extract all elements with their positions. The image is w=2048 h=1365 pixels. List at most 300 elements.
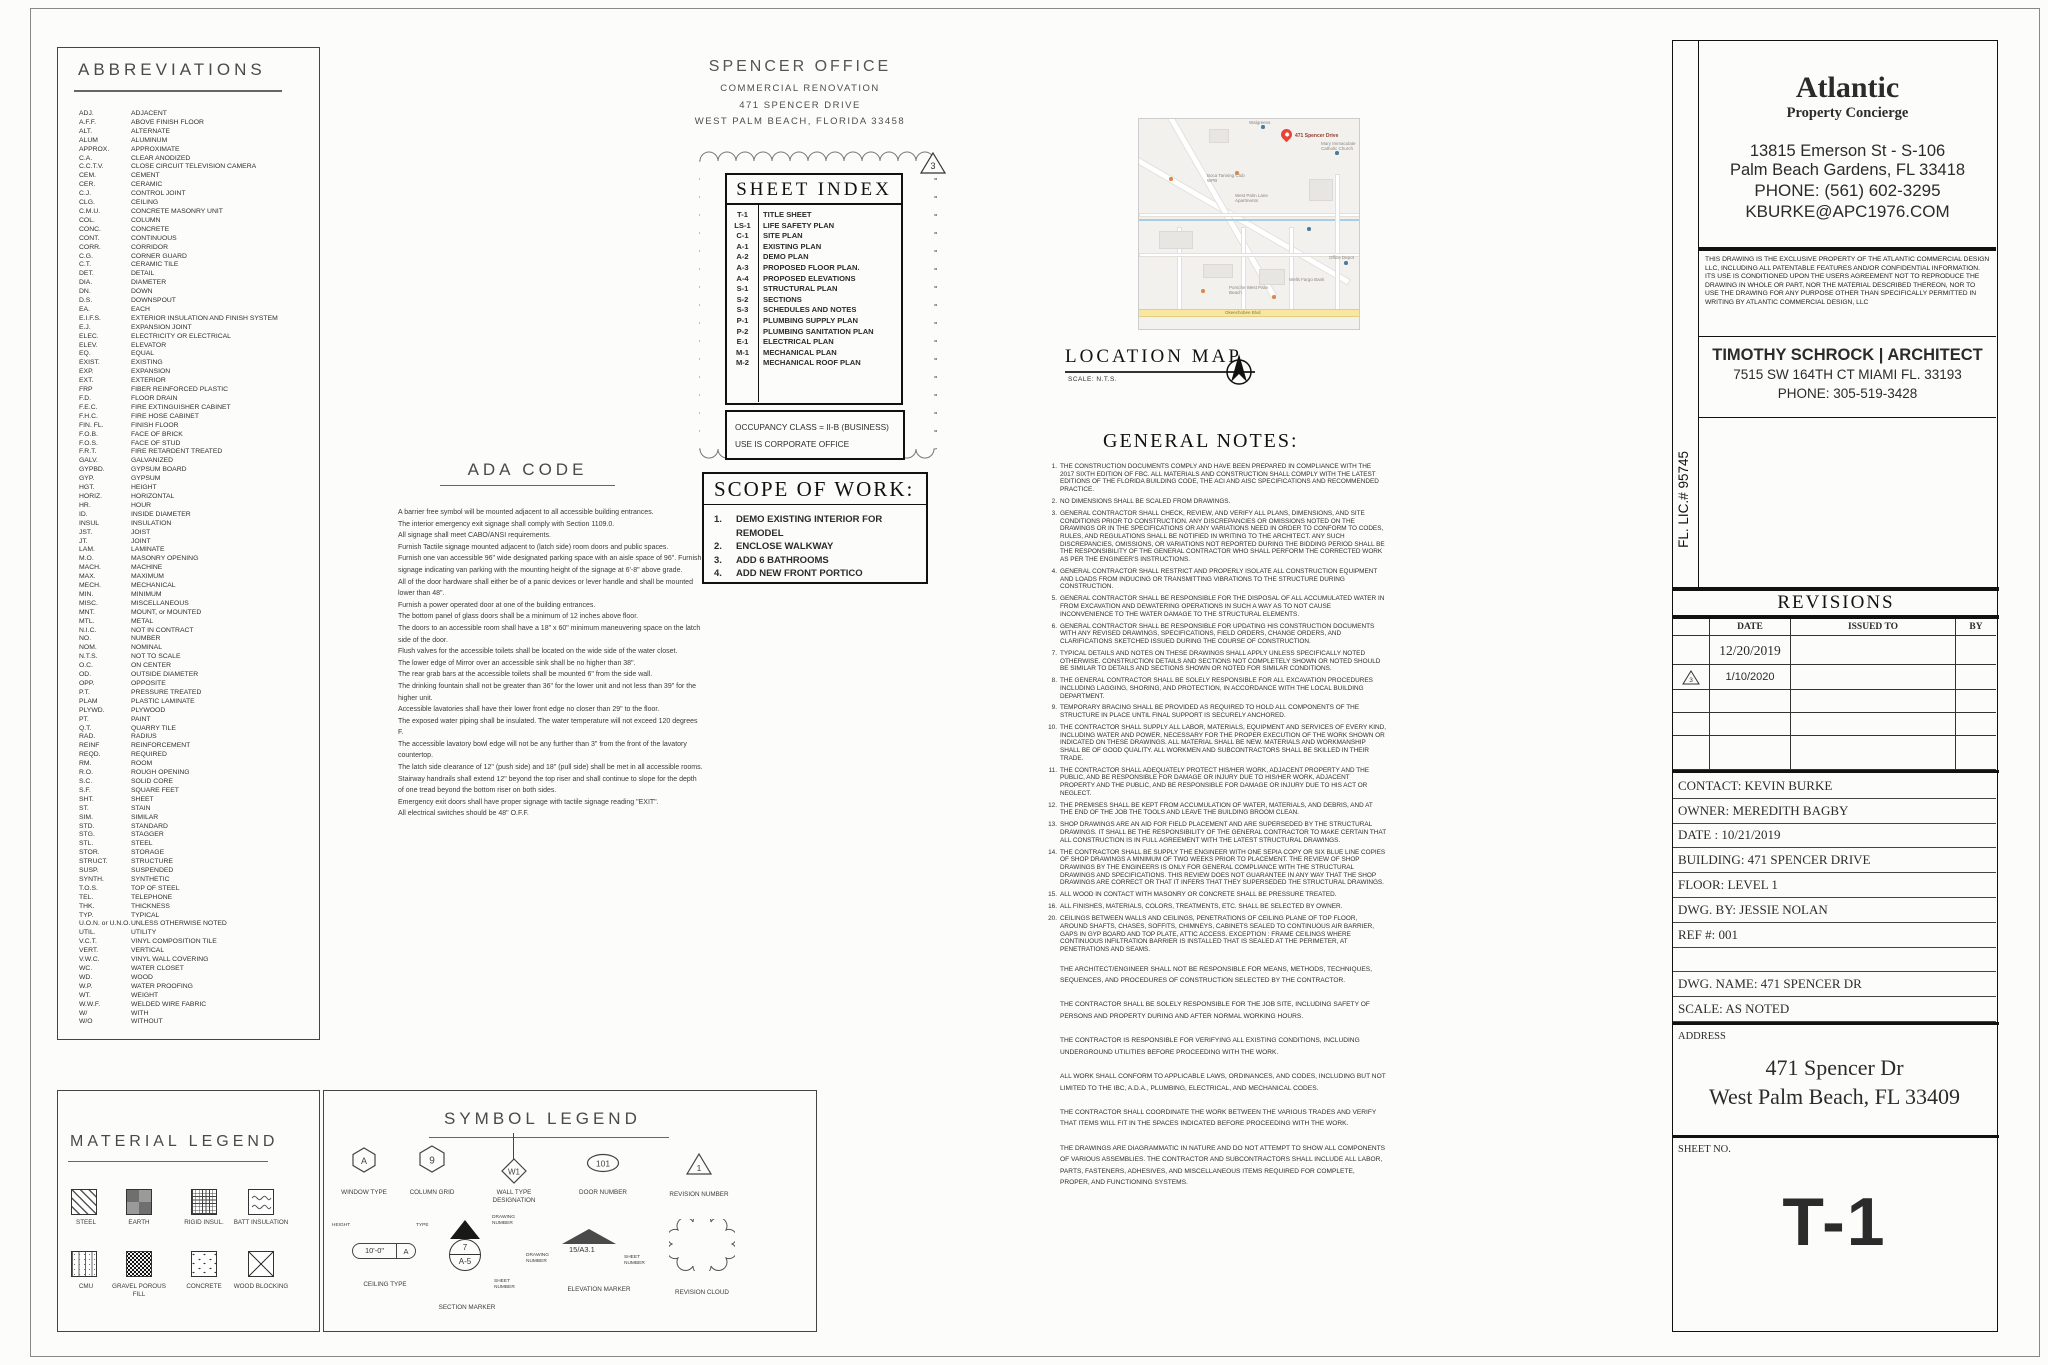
map-label: Office Depot (1329, 255, 1354, 260)
abbreviation-row: SIM. SIMILAR (79, 813, 159, 821)
revision-row-empty (1673, 736, 1996, 770)
ada-paragraph: Accessible lavatories shall have their lower front edge no closer than 29" to the floor. (398, 706, 660, 714)
abbreviation-row: WC. WATER CLOSET (79, 965, 184, 972)
general-note: 16. ALL FINISHES, MATERIALS, COLORS, TREATMENTS, ETC. SHALL BE SELECTED BY OWNER. (1048, 903, 1343, 911)
ceiling-type-symbol: 10'-0" A (352, 1243, 416, 1259)
abbreviation-row: O.C. ON CENTER (79, 662, 172, 670)
map-road-vertical-2 (1241, 227, 1246, 313)
abbreviation-row: EXIST. EXISTING (79, 359, 163, 367)
architect-phone: PHONE: 305-519-3428 (1777, 386, 1918, 401)
abbreviation-row: CER. CERAMIC (79, 181, 163, 189)
abbreviation-row: E.I.F.S. EXTERIOR INSULATION AND FINISH SYSTEM (79, 314, 278, 322)
firm-address-1: 13815 Emerson St - S-106 (1749, 142, 1946, 160)
abbreviation-row: ADJ. ADJACENT (79, 110, 167, 117)
general-note-paragraph: THE ARCHITECT/ENGINEER SHALL NOT BE RESPONSIBLE FOR MEANS, METHODS, TECHNIQUES, SEQUENCES, AND PROCEDURES OF CONSTRUCTION SELECTED BY THE CONTRACTOR. (1060, 965, 1373, 985)
abbreviation-row: INSUL INSULATION (79, 519, 172, 527)
sheet-index-row: S-1 STRUCTURAL PLAN (736, 284, 838, 294)
info-row: DWG. BY: JESSIE NOLAN (1673, 898, 1996, 923)
map-label: Boca Tanning Club WPB (1207, 173, 1245, 184)
general-note-paragraph: THE DRAWINGS ARE DIAGRAMMATIC IN NATURE AND DO NOT ATTEMPT TO SHOW ALL COMPONENTS OF VARIOUS ASSEMBLIES. THE CONTRACTOR AND SUBCONTRACTORS SHALL INCLUDE ALL LABOR, PARTS, FASTENERS, ADHESIVES, AND MISCELLANEOUS ITEMS REQUIRED FOR COMPLETE, PROPER, AND FUNCTIONING SYSTEMS. (1060, 1144, 1386, 1186)
abbreviation-row: CONT. CONTINUOUS (79, 234, 177, 242)
map-building (1159, 231, 1193, 249)
general-note: 7. TYPICAL DETAILS AND NOTES ON THESE DRAWINGS SHALL APPLY UNLESS SPECIFICALLY NOTED OTHERWISE. CONSTRUCTION DETAILS AND SECTIONS NOT COMPLETELY SHOWN OR NOTED SHOULD BE SIMILAR TO DETAILS AND SECTIONS SHOWN OR NOTED FOR SIMILAR CONDITIONS. (1051, 649, 1381, 673)
abbreviation-row: APPROX. APPROXIMATE (79, 145, 180, 153)
abbreviation-row: S.C. SOLID CORE (79, 777, 173, 785)
abbreviation-row: C.C.T.V. CLOSE CIRCUIT TELEVISION CAMERA (79, 163, 257, 171)
revision-triangle-icon (1682, 670, 1700, 685)
abbreviation-row: FRP FIBER REINFORCED PLASTIC (79, 386, 229, 394)
ada-paragraph: The drinking fountain shall not be greater than 36" for the lower unit and not less than 39" for the higher unit. (398, 682, 696, 702)
abbreviation-row: WT. WEIGHT (79, 991, 159, 999)
ada-paragraph: All of the door hardware shall either be of a panic devices or lever handle and shall be mounted lower than 48". (398, 578, 693, 598)
occupancy-box (725, 410, 905, 460)
abbreviation-row: EA. EACH (79, 305, 150, 313)
abbreviation-row: W.P. WATER PROOFING (79, 982, 193, 990)
architect-block (1699, 337, 1996, 418)
info-row: SCALE: AS NOTED (1673, 997, 1996, 1022)
copyright-disclaimer: THIS DRAWING IS THE EXCLUSIVE PROPERTY OF THE ATLANTIC COMMERCIAL DESIGN LLC, INCLUDING ALL PATENTABLE FEATURES AND/OR CONFIDENTIAL INFORMATION. ITS USE IS CONDITIONED UPON THE USERS AGREEMENT NOT TO REPRODUCE THE DRAWING IN WHOLE OR PART, NOR THE MATERIAL DESCRIBED THEREON, NOR TO USE THE DRAWING FOR ANY PURPOSE OTHER THAN SPECIFICALLY PERMITTED IN WRITING BY ATLANTIC COMMERCIAL DESIGN, LLC (1699, 251, 1996, 337)
abbreviation-row: REINF REINFORCEMENT (79, 742, 191, 750)
abbreviation-row: EQ. EQUAL (79, 350, 155, 358)
sheet-index-row: C-1 SITE PLAN (736, 231, 803, 241)
column-grid-hexagon-icon (419, 1145, 445, 1173)
door-number-label: DOOR NUMBER (579, 1189, 627, 1196)
map-poi-dot (1307, 227, 1311, 231)
map-building (1309, 179, 1333, 201)
abbreviation-row: MIN. MINIMUM (79, 590, 162, 598)
abbreviation-row: UTIL. UTILITY (79, 929, 157, 937)
map-label: Wells Fargo Bank (1289, 277, 1325, 282)
scope-item: 2. ENCLOSE WALKWAY (714, 541, 834, 552)
abbreviation-row: CONC. CONCRETE (79, 225, 170, 233)
material-legend (57, 1090, 320, 1332)
sheet-index-divider (758, 205, 759, 402)
general-note: 20. CEILINGS BETWEEN WALLS AND CEILINGS, PENETRATIONS OF CEILING PLANE OF TOP FLOOR, AROUND SHAFTS, CHASES, SOFFITS, CHIMNEYS, CABINETS SEALED TO CONTINUOUS AIR BARRIER, GAPS IN GYP BOARD AND TOP PLATE, ATTIC ACCESS. EXCEPTION : FRAME CEILINGS WHERE CONTINUOUS INFILTRATION BARRIER IS INSTALLED THAT IS SEALED AT THE PERIMETER, AT PENETRATIONS AND SEAMS. (1048, 915, 1375, 953)
revisions-table (1673, 619, 1996, 770)
abbreviation-row: E.J. EXPANSION JOINT (79, 323, 192, 331)
abbreviation-row: STOR. STORAGE (79, 849, 165, 857)
wall-type-label: WALL TYPE DESIGNATION (492, 1189, 536, 1204)
wood-blocking-swatch (248, 1251, 274, 1277)
abbreviation-row: REQD. REQUIRED (79, 751, 167, 759)
revision-date: 1/10/2020 (1710, 665, 1791, 689)
firm-block (1699, 41, 1996, 251)
scope-title: SCOPE OF WORK: (704, 474, 926, 505)
general-note: 12. THE PREMISES SHALL BE KEPT FROM ACCUMULATION OF WATER, MATERIALS, AND DEBRIS, AND AT THE END OF THE JOB THE TOOLS AND LEAVE THE BUILDING BROOM CLEAN. (1048, 801, 1373, 817)
abbreviation-row: HORIZ. HORIZONTAL (79, 492, 175, 500)
divider-bar (1673, 770, 1999, 773)
address-line-1: 471 Spencer Dr (1765, 1055, 1904, 1080)
ada-paragraph: The doors to an accessible room shall have a 18" x 60" minimum maneuvering space on the latch side of the door. (398, 624, 701, 644)
svg-text:3: 3 (1689, 676, 1693, 684)
abbreviation-row: SUSP. SUSPENDED (79, 867, 174, 875)
rigid-insul-label: RIGID INSUL. (184, 1219, 224, 1226)
abbreviation-row: OD. OUTSIDE DIAMETER (79, 671, 199, 679)
general-note: 11. THE CONTRACTOR SHALL ADEQUATELY PROTECT HIS/HER WORK, ADJACENT PROPERTY AND THE PUBLIC, AND BE RESPONSIBLE FOR DAMAGE OR INJURY DUE TO HIS/HER WORK, ADJACENT PROPERTY AND THE PUBLIC, AND BE RESPONSIBLE FOR DAMAGE OR INJURY DUE TO HIS ACT OR NEGLECT. (1048, 766, 1370, 797)
sheet-index-title: SHEET INDEX (727, 175, 901, 205)
section-marker-label: SECTION MARKER (438, 1304, 496, 1311)
general-note: 14. THE CONTRACTOR SHALL BE SUPPLY THE ENGINEER WITH ONE SEPIA COPY OR SIX BLUE LINE COPIES OF SHOP DRAWINGS A MINIMUM OF TWO WEEKS PRIOR TO PLACEMENT. THE REVIEW OF SHOP DRAWINGS BY THE ENGINEERS IS ONLY FOR GENERAL COMPLIANCE WITH THE STRUCTURAL DRAWINGS AND SPECIFICATIONS. THIS REVIEW DOES NOT GUARANTEE IN ANY WAY THAT THE SHOP DRAWINGS ARE CORRECT OR THAT IT INFERS THAT THEY SUPERSEDED THE STRUCTURAL DRAWINGS. (1048, 848, 1386, 887)
batt-insulation-swatch (248, 1189, 274, 1215)
general-note: 4. GENERAL CONTRACTOR SHALL RESTRICT AND PROPERLY ISOLATE ALL CONSTRUCTION EQUIPMENT AND LOADS FROM INDUCING OR TRANSMITTING VIBRATIONS TO THE STRUCTURE DURING CONSTRUCTION. (1051, 568, 1378, 591)
title-block (1672, 40, 1998, 1332)
ada-code-title: ADA CODE (440, 460, 615, 486)
gravel-swatch (126, 1251, 152, 1277)
general-notes-paragraphs (1042, 964, 1386, 1189)
address-label: ADDRESS (1678, 1031, 1726, 1042)
abbreviation-row: CEM. CEMENT (79, 172, 160, 180)
material-legend-title: MATERIAL LEGEND (70, 1133, 279, 1150)
ada-paragraph: All signage shall meet CABO/ANSI requirements. (398, 532, 551, 540)
abbreviation-row: ST. STAIN (79, 804, 151, 812)
door-number-oval-icon (586, 1153, 620, 1173)
symbol-legend (323, 1090, 817, 1332)
sheet-index-row: S-3 SCHEDULES AND NOTES (736, 305, 857, 315)
abbreviation-row: EXT. EXTERIOR (79, 377, 166, 385)
abbreviation-row: TYP. TYPICAL (79, 911, 160, 919)
abbreviation-row: U.O.N. or U.N.O. UNLESS OTHERWISE NOTED (79, 920, 227, 928)
section-marker-circle-icon: 7 A-5 (449, 1239, 481, 1271)
elevation-marker-label: ELEVATION MARKER (567, 1286, 631, 1293)
sheet-number: T-1 (1782, 1184, 1887, 1260)
svg-text:W1: W1 (508, 1167, 520, 1177)
elevation-sheet-number-callout: SHEET NUMBER (624, 1255, 645, 1266)
map-label: Porsche West Palm Beach (1229, 285, 1269, 296)
sheet-index-row: A-2 DEMO PLAN (736, 252, 809, 262)
abbreviation-row: JT. JOINT (79, 537, 151, 545)
cmu-swatch (71, 1251, 97, 1277)
ada-paragraph: The latch side clearance of 12" (push side) and 18" (pull side) shall be met in all accessible rooms. (398, 764, 703, 772)
abbreviation-row: TEL. TELEPHONE (79, 893, 173, 901)
material-legend-underline (68, 1161, 268, 1162)
info-row: FLOOR: LEVEL 1 (1673, 873, 1996, 898)
general-note: 15. ALL WOOD IN CONTACT WITH MASONRY OR CONCRETE SHALL BE PRESSURE TREATED. (1048, 891, 1337, 899)
wall-type-leader (513, 1133, 514, 1159)
abbreviation-row: NO. NUMBER (79, 635, 161, 643)
project-city: WEST PALM BEACH, FLORIDA 33458 (694, 116, 906, 127)
revision-cloud-icon (669, 1219, 735, 1271)
map-road-vertical-4 (1335, 174, 1340, 313)
divider-bar (1673, 615, 1999, 619)
general-note: 1. THE CONSTRUCTION DOCUMENTS COMPLY AND HAVE BEEN PREPARED IN COMPLIANCE WITH THE 2017 SIXTH EDITION OF FBC. ALL MATERIALS AND CONSTRUCTION SHALL COMPLY WITH THE LATEST EDITIONS OF THE FLORIDA BUILDING CODE, THE ACI AND AISC SPECIFICATIONS AND RECOMMENDED PRACTICE. (1051, 463, 1379, 494)
window-type-hexagon-icon (352, 1147, 376, 1173)
abbreviation-row: ID. INSIDE DIAMETER (79, 510, 191, 518)
sheet-index-row: E-1 ELECTRICAL PLAN (736, 337, 834, 347)
abbreviation-row: MNT. MOUNT, or MOUNTED (79, 608, 202, 616)
abbreviation-row: ALUM ALUMINUM (79, 136, 168, 144)
title-block-right (1699, 41, 1996, 418)
symbol-legend-underline (429, 1137, 669, 1138)
ada-paragraph: Furnish a power operated door at one of the building entrances. (398, 601, 596, 609)
divider-bar (1673, 587, 1999, 591)
earth-label: EARTH (128, 1219, 150, 1226)
abbreviation-row: DET. DETAIL (79, 270, 155, 278)
ada-paragraph: The accessible lavatory bowl edge will not be any further than 3" from the front of the lavatory countertop. (398, 740, 687, 760)
abbreviation-row: PT. PAINT (79, 715, 151, 723)
abbreviations-underline (74, 90, 282, 92)
abbreviation-row: Q.T. QUARRY TILE (79, 724, 176, 732)
abbreviations-list (79, 110, 309, 1027)
ada-paragraph: The interior emergency exit signage shall comply with Section 1109.0. (398, 520, 615, 528)
revision-date: 12/20/2019 (1710, 636, 1791, 664)
symbol-legend-title: SYMBOL LEGEND (444, 1109, 641, 1128)
location-map-scale: SCALE: N.T.S. (1068, 376, 1118, 383)
sheet-index (725, 173, 903, 405)
ada-paragraph: The rear grab bars at the accessible toilets shall be mounted 6" from the side wall. (398, 671, 653, 679)
map-building (1203, 264, 1233, 278)
abbreviation-row: MTL. METAL (79, 617, 154, 625)
firm-email: KBURKE@APC1976.COM (1745, 202, 1950, 221)
abbreviation-row: CORR. CORRIDOR (79, 243, 169, 251)
scope-item: 3. ADD 6 BATHROOMS (714, 554, 829, 566)
abbreviation-row: SYNTH. SYNTHETIC (79, 875, 170, 883)
scope-of-work (702, 472, 928, 584)
abbreviation-row: W/O WITHOUT (79, 1018, 163, 1026)
abbreviation-row: MAX. MAXIMUM (79, 573, 164, 581)
abbreviation-row: GYPBD. GYPSUM BOARD (79, 466, 187, 474)
abbreviation-row: V.W.C. VINYL WALL COVERING (79, 956, 209, 964)
map-pin-icon (1279, 127, 1295, 143)
sheet-index-rows (727, 205, 901, 402)
info-row: OWNER: MEREDITH BAGBY (1673, 799, 1996, 824)
sheet-index-row: T-1 TITLE SHEET (737, 210, 812, 219)
abbreviation-row: F.D. FLOOR DRAIN (79, 395, 178, 402)
abbreviation-row: M.O. MASONRY OPENING (79, 555, 199, 563)
abbreviation-row: STD. STANDARD (79, 822, 168, 830)
ada-paragraph: Furnish Tactile signage mounted adjacent to (latch side) room doors and public spaces. (398, 543, 669, 551)
map-building (1209, 129, 1229, 143)
revision-row-empty (1673, 690, 1996, 713)
architect-name: TIMOTHY SCHROCK | ARCHITECT (1712, 346, 1983, 364)
abbreviation-row: VERT. VERTICAL (79, 947, 165, 955)
svg-text:101: 101 (595, 1158, 611, 1169)
abbreviation-row: R.O. ROUGH OPENING (79, 769, 190, 777)
sheet-index-row: S-2 SECTIONS (736, 294, 802, 304)
location-map-title: LOCATION MAP (1065, 346, 1242, 367)
revision-by (1956, 665, 1996, 689)
abbreviation-row: CLG. CEILING (79, 199, 159, 207)
abbreviation-row: W/ WITH (79, 1009, 149, 1017)
abbreviation-row: RM. ROOM (79, 760, 153, 768)
abbreviation-row: V.C.T. VINYL COMPOSITION TILE (79, 938, 217, 946)
svg-text:9: 9 (429, 1155, 435, 1167)
map-poi-dot (1169, 177, 1173, 181)
sheet-index-row: P-1 PLUMBING SUPPLY PLAN (736, 315, 858, 325)
abbreviation-row: MISC. MISCELLANEOUS (79, 599, 189, 607)
rigid-insulation-swatch (191, 1189, 217, 1215)
wood-blocking-label: WOOD BLOCKING (233, 1283, 289, 1290)
general-note: 2. NO DIMENSIONS SHALL BE SCALED FROM DRAWINGS. (1051, 498, 1231, 505)
abbreviation-row: N.I.C. NOT IN CONTRACT (79, 626, 194, 634)
revision-by (1956, 636, 1996, 664)
abbreviation-row: F.E.C. FIRE EXTINGUISHER CABINET (79, 403, 231, 411)
abbreviation-row: MACH. MACHINE (79, 564, 163, 572)
abbreviation-row: T.O.S. TOP OF STEEL (79, 884, 180, 892)
revision-number-label: REVISION NUMBER (669, 1191, 729, 1198)
svg-text:1: 1 (696, 1163, 702, 1173)
concrete-label: CONCRETE (186, 1283, 222, 1290)
abbreviation-row: WD. WOOD (79, 973, 153, 981)
general-note: 3. GENERAL CONTRACTOR SHALL CHECK, REVIEW, AND VERIFY ALL PLANS, DIMENSIONS, AND SITE CONDITIONS PRIOR TO CONSTRUCTION. ANY DISCREPANCIES OR OMISSIONS NOTED ON THE DRAWINGS OR IN THE SPECIFICATIONS OR ANY VARIATIONS NEED IN ORDER TO CONFORM TO CODES, RULES, AND REGULATIONS SHALL BE NOTIFIED IN WRITING TO THE ARCHITECT. ANY SUCH DISCREPANCIES, OMISSIONS, OR VARIATIONS NOT REPORTED DURING THE BIDDING PERIOD SHALL BE THE RESPONSIBILITY OF THE GENERAL CONTRACTOR WHO SHALL PERFORM THE CORRECTED WORK AS PER THE ENGINEER'S INSTRUCTIONS. (1051, 509, 1385, 564)
general-notes-title: GENERAL NOTES: (1103, 430, 1299, 452)
col-date: DATE (1710, 619, 1791, 635)
abbreviation-row: STG. STAGGER (79, 831, 164, 839)
scope-item: 1. DEMO EXISTING INTERIOR FOR REMODEL (714, 514, 883, 539)
general-note-paragraph: THE CONTRACTOR SHALL COORDINATE THE WORK BETWEEN THE VARIOUS TRADES AND VERIFY THAT ITEMS WILL FIT IN THE SPACES INDICATED BEFORE PROCEEDING WITH THE WORK. (1060, 1108, 1377, 1128)
firm-name: Atlantic (1795, 71, 1900, 104)
map-road-horizontal-1 (1139, 213, 1360, 217)
abbreviation-row: HGT. HEIGHT (79, 484, 157, 492)
map-canal (1139, 219, 1360, 221)
map-building (1259, 269, 1285, 285)
ada-paragraph: Stairway handrails shall extend 12" beyond the top riser and shall continue to slope for the depth of one tread beyond the bottom riser on both sides. (398, 775, 697, 795)
map-poi-dot (1261, 125, 1265, 129)
abbreviation-row: EXP. EXPANSION (79, 368, 171, 376)
abbreviations-title: ABBREVIATIONS (78, 60, 266, 79)
ada-paragraph: All electrical switches should be 48" O.F.F. (398, 810, 529, 818)
map-poi-dot (1201, 289, 1205, 293)
revision-row-empty (1673, 713, 1996, 736)
architect-address: 7515 SW 164TH CT MIAMI FL. 33193 (1733, 367, 1962, 382)
info-row: DWG. NAME: 471 SPENCER DR (1673, 972, 1996, 997)
general-note-paragraph: ALL WORK SHALL CONFORM TO APPLICABLE LAWS, ORDINANCES, AND CODES, INCLUDING BUT NOT LIMITED TO THE IBC, A.D.A., PLUMBING, ELECTRICAL, AND MECHANICAL CODES. (1060, 1073, 1386, 1092)
general-note: 10. THE CONTRACTOR SHALL SUPPLY ALL LABOR, MATERIALS, EQUIPMENT AND SERVICES OF EVERY KIND, INCLUDING WATER AND POWER, NECESSARY FOR THE PROPER EXECUTION OF THE WORK SHOWN OR INDICATED ON THESE DRAWINGS. ALL MATERIAL SHALL BE NEW. MATERIALS AND WORKMANSHIP SHALL BE OF GOOD QUALITY. ALL WORKMEN AND SUBCONTRACTORS SHALL BE SKILLED IN THEIR TRADE. (1048, 724, 1387, 762)
svg-text:A: A (360, 1156, 368, 1166)
abbreviation-row: W.W.F. WELDED WIRE FABRIC (79, 1000, 207, 1008)
abbreviation-row: MECH. MECHANICAL (79, 582, 176, 590)
project-subtitle: COMMERCIAL RENOVATION (720, 83, 880, 94)
abbreviation-row: ELEC. ELECTRICITY OR ELECTRICAL (79, 332, 231, 340)
firm-phone: PHONE: (561) 602-3295 (1754, 181, 1941, 200)
abbreviation-row: A.F.F. ABOVE FINISH FLOOR (79, 118, 204, 126)
ada-paragraph: A barrier free symbol will be mounted adjacent to all accessible building entrances. (398, 509, 654, 516)
map-poi-dot (1344, 261, 1348, 265)
map-label-okeechobee: Okeechobee Blvd (1225, 310, 1261, 315)
revision-issued-to (1791, 636, 1956, 664)
sheet-index-row: A-3 PROPOSED FLOOR PLAN. (736, 262, 860, 272)
project-name: SPENCER OFFICE (708, 58, 892, 75)
general-notes-list (1042, 463, 1386, 1201)
revisions-header (1673, 619, 1996, 636)
ceiling-height-callout: HEIGHT (332, 1223, 351, 1228)
ada-paragraph: The lower edge of Mirror over an accessible sink shall be no higher than 38". (398, 659, 636, 667)
svg-text:3: 3 (930, 161, 936, 171)
elevation-marker-ref: 15/A3.1 (569, 1245, 595, 1254)
sheet-index-row: A-4 PROPOSED ELEVATIONS (736, 273, 856, 283)
abbreviation-row: HR. HOUR (79, 501, 152, 509)
gravel-label: GRAVEL POROUS FILL (112, 1283, 166, 1298)
info-row: REF #: 001 (1673, 923, 1996, 948)
abbreviation-row: ALT. ALTERNATE (79, 127, 171, 135)
project-header (620, 58, 980, 133)
map-poi-dot (1335, 151, 1339, 155)
revision-issued-to (1791, 665, 1956, 689)
license-strip (1673, 41, 1699, 587)
abbreviation-row: F.R.T. FIRE RETARDENT TREATED (79, 448, 223, 456)
abbreviation-row: C.J. CONTROL JOINT (79, 190, 186, 198)
abbreviation-row: JST. JOIST (79, 528, 151, 536)
sheet-number-section (1673, 1138, 1996, 1331)
abbreviation-row: RAD. RADIUS (79, 733, 157, 741)
occ-use: USE IS CORPORATE OFFICE (735, 439, 850, 449)
abbreviation-row: FIN. FL. FINISH FLOOR (79, 421, 179, 429)
sheet-index-row: M-2 MECHANICAL ROOF PLAN (735, 358, 861, 368)
abbreviation-row: C.M.U. CONCRETE MASONRY UNIT (79, 207, 223, 215)
scope-items (704, 505, 926, 589)
col-issued-to: ISSUED TO (1791, 619, 1956, 635)
steel-hatch-swatch (71, 1189, 97, 1215)
info-row: DATE : 10/21/2019 (1673, 824, 1996, 849)
abbreviation-row: THK. THICKNESS (79, 902, 170, 910)
ada-paragraph: The bottom panel of glass doors shall be a minimum of 12 inches above floor. (398, 613, 639, 621)
abbreviation-row: PLYWD. PLYWOOD (79, 706, 166, 714)
general-notes-numbered (1042, 463, 1386, 954)
abbreviation-row: OPP. OPPOSITE (79, 680, 166, 687)
column-grid-label: COLUMN GRID (409, 1189, 455, 1196)
address-section (1673, 1025, 1996, 1135)
abbreviations-section (57, 47, 320, 1040)
firm-tagline: Property Concierge (1786, 105, 1909, 121)
section-sheet-number-callout: SHEET NUMBER (494, 1279, 515, 1290)
abbreviation-row: DIA. DIAMETER (79, 279, 167, 287)
batt-insulation-label: BATT INSULATION (233, 1219, 289, 1226)
abbreviation-row: C.A. CLEAR ANODIZED (79, 154, 191, 162)
map-label: Walgreens (1249, 120, 1271, 125)
map-pin-label: 471 Spencer Drive (1295, 133, 1339, 139)
ada-code-text (398, 507, 704, 820)
abbreviation-row: LAM. LAMINATE (79, 546, 165, 554)
ada-paragraph: The exposed water piping shall be insulated. The water temperature will not exceed 120 degrees F. (398, 717, 698, 737)
ada-paragraph: Emergency exit doors shall have proper signage with tactile signage reading "EXIT". (398, 798, 659, 806)
north-arrow-icon (1222, 352, 1256, 388)
abbreviation-row: ELEV. ELEVATOR (79, 341, 167, 349)
section-drawing-number-callout: DRAWING NUMBER (492, 1215, 516, 1226)
ada-paragraph: Flush valves for the accessible toilets shall be located on the wide side of the water closet. (398, 648, 678, 656)
revision-cloud-label: REVISION CLOUD (675, 1289, 729, 1296)
abbreviation-row: F.O.S. FACE OF STUD (79, 439, 181, 447)
abbreviation-row: STL. STEEL (79, 840, 153, 848)
general-note: 6. GENERAL CONTRACTOR SHALL BE RESPONSIBLE FOR UPDATING HIS CONSTRUCTION DOCUMENTS WITH ANY REVISED DRAWINGS, SPECIFICATIONS, FIELD ORDERS, CHANGE ORDERS, AND CLARIFICATIONS SKETCHED ISSUED DURING THE COURSE OF CONSTRUCTION. (1051, 622, 1375, 645)
revision-number-triangle-icon (686, 1153, 712, 1175)
wall-type-diamond-icon (500, 1157, 528, 1185)
occ-class: OCCUPANCY CLASS = II-B (BUSINESS) (735, 422, 889, 432)
project-info-rows (1673, 774, 1996, 1022)
revision-row (1673, 636, 1996, 665)
address-line-2: West Palm Beach, FL 33409 (1709, 1084, 1960, 1109)
abbreviation-row: SHT. SHEET (79, 795, 154, 803)
sheet-index-row: M-1 MECHANICAL PLAN (735, 347, 837, 357)
general-note: 13. SHOP DRAWINGS ARE AN AID FOR FIELD PLACEMENT AND ARE SUPERSEDED BY THE STRUCTURAL DRAWINGS. IT SHALL BE THE RESPONSIBILITY OF THE GENERAL CONTRACTOR TO MAKE CERTAIN THAT ALL CONSTRUCTION IS IN FULL AGREEMENT WITH THE LATEST STRUCTURAL DRAWINGS. (1048, 821, 1386, 844)
cmu-label: CMU (78, 1283, 94, 1290)
earth-swatch (126, 1189, 152, 1215)
ceiling-type-label: CEILING TYPE (363, 1281, 407, 1288)
map-poi-dot (1272, 295, 1276, 299)
abbreviation-row: P.T. PRESSURE TREATED (79, 688, 202, 696)
elevation-marker-triangle-icon (562, 1229, 616, 1244)
general-note: 8. THE GENERAL CONTRACTOR SHALL BE SOLELY RESPONSIBLE FOR ALL EXCAVATION PROCEDURES INCLUDING LAGGING, SHORING, AND PROTECTION, IN ACCORDANCE WITH THE LOCAL BUILDING DEPARTMENT. (1051, 677, 1373, 700)
general-note-paragraph: THE CONTRACTOR IS RESPONSIBLE FOR VERIFYING ALL EXISTING CONDITIONS, INCLUDING UNDERGROUND UTILITIES BEFORE PROCEEDING WITH THE WORK. (1060, 1037, 1360, 1056)
map-road-horizontal-2 (1139, 253, 1360, 257)
project-address: 471 SPENCER DRIVE (739, 99, 861, 111)
info-row (1673, 948, 1996, 973)
abbreviation-row: GYP. GYPSUM (79, 475, 161, 483)
abbreviation-row: F.H.C. FIRE HOSE CABINET (79, 412, 199, 420)
map-label: West Palm Lane Apartments (1235, 193, 1268, 204)
revisions-title: REVISIONS (1777, 592, 1895, 613)
abbreviation-row: D.S. DOWNSPOUT (79, 297, 176, 305)
elevation-drawing-number-callout: DRAWING NUMBER (526, 1253, 550, 1264)
map-label: Mary Immaculate Catholic Church (1321, 141, 1356, 152)
